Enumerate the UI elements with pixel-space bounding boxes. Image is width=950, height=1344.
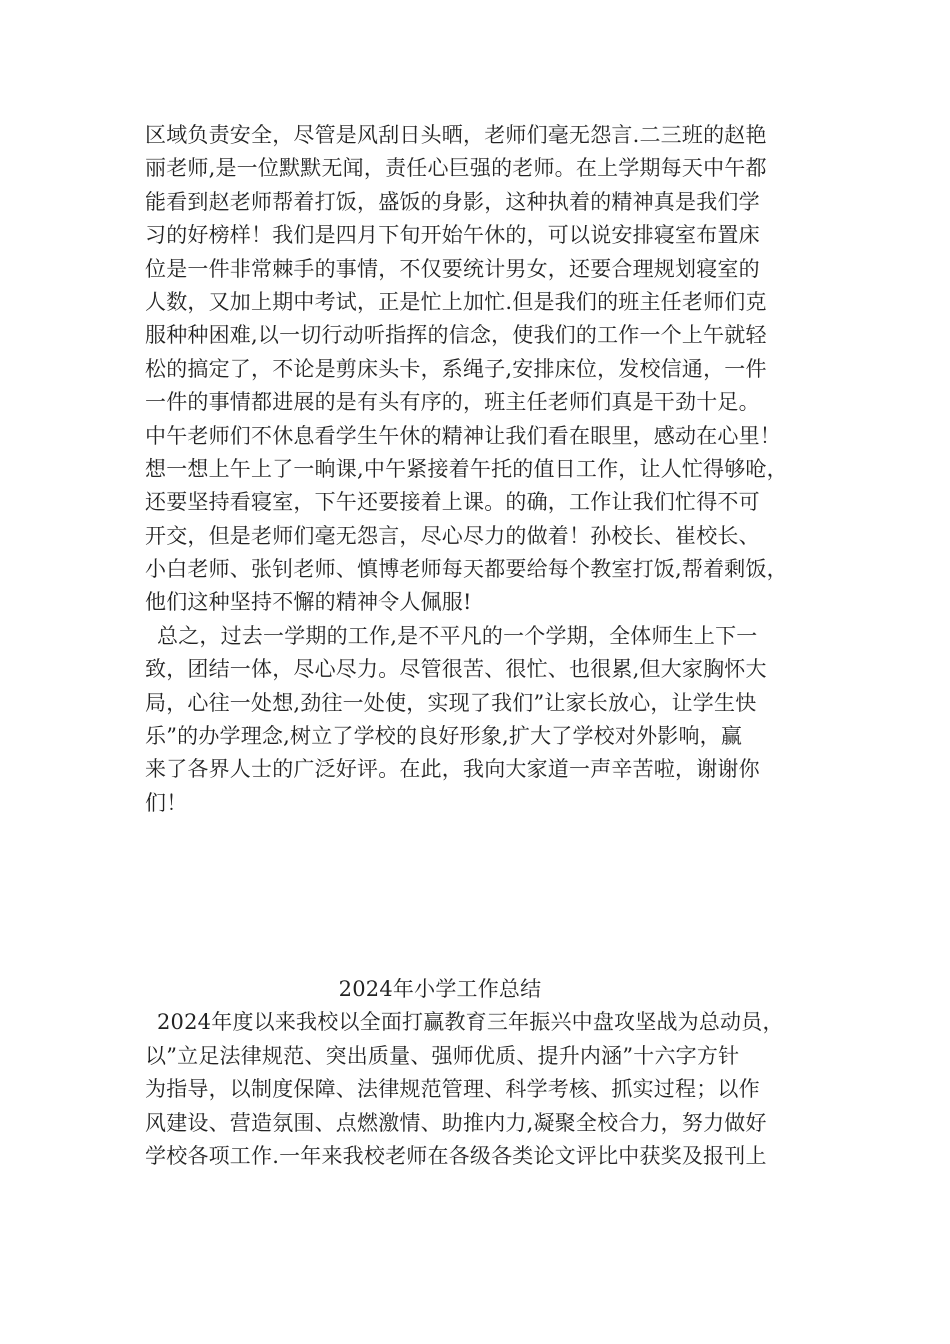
paragraph-line: 能看到赵老师帮着打饭，盛饭的身影，这种执着的精神真是我们学 — [145, 189, 760, 214]
paragraph-line: 风建设、营造氛围、点燃激情、助推内力,凝聚全校合力，努力做好 — [145, 1110, 767, 1135]
paragraph-line: 丽老师,是一位默默无闻，责任心巨强的老师。在上学期每天中午都 — [145, 156, 767, 181]
body-text-lower — [145, 973, 835, 1173]
paragraph-line: 为指导，以制度保障、法律规范管理、科学考核、抓实过程；以作 — [145, 1077, 760, 1102]
paragraph-line: 一件的事情都进展的是有头有序的，班主任老师们真是干劲十足。 — [145, 390, 760, 415]
paragraph-line: 们！ — [145, 790, 188, 815]
paragraph-line: 人数，又加上期中考试，正是忙上加忙.但是我们的班主任老师们克 — [145, 289, 767, 314]
paragraph-line: 乐”的办学理念,树立了学校的良好形象,扩大了学校对外影响，赢 — [145, 724, 743, 749]
paragraph-line: 2024年度以来我校以全面打赢教育三年振兴中盘攻坚战为总动员， — [157, 1010, 784, 1035]
paragraph-line: 以”立足法律规范、突出质量、强师优质、提升内涵”十六字方针 — [145, 1043, 740, 1068]
paragraph-line: 服种种困难,以一切行动听指挥的信念，使我们的工作一个上午就轻 — [145, 323, 767, 348]
paragraph-line: 习的好榜样！我们是四月下旬开始午休的，可以说安排寝室布置床 — [145, 223, 760, 248]
paragraph-line: 开交，但是老师们毫无怨言，尽心尽力的做着！孙校长、崔校长、 — [145, 523, 760, 548]
body-text-upper — [145, 119, 835, 820]
paragraph-line: 总之，过去一学期的工作,是不平凡的一个学期，全体师生上下一 — [157, 623, 758, 648]
paragraph-line: 区域负责安全，尽管是风刮日头晒，老师们毫无怨言.二三班的赵艳 — [145, 123, 767, 147]
paragraph-line: 局，心往一处想,劲往一处使，实现了我们”让家长放心，让学生快 — [145, 690, 757, 715]
paragraph-line: 他们这种坚持不懈的精神令人佩服! — [145, 590, 472, 615]
paragraph-line: 想一想上午上了一晌课,中午紧接着午托的值日工作，让人忙得够呛， — [145, 456, 788, 481]
paragraph-line: 致，团结一体，尽心尽力。尽管很苦、很忙、也很累,但大家胸怀大 — [145, 657, 767, 682]
paragraph-line: 还要坚持看寝室，下午还要接着上课。的确，工作让我们忙得不可 — [145, 490, 760, 515]
paragraph-line: 来了各界人士的广泛好评。在此，我向大家道一声辛苦啦，谢谢你 — [145, 757, 760, 782]
paragraph-line: 松的搞定了，不论是剪床头卡，系绳子,安排床位，发校信通，一件 — [145, 356, 767, 381]
paragraph-line: 中午老师们不休息看学生午休的精神让我们看在眼里，感动在心里！ — [145, 423, 781, 448]
paragraph-line: 位是一件非常棘手的事情，不仅要统计男女，还要合理规划寝室的 — [145, 256, 760, 281]
document-title: 2024年小学工作总结 — [338, 977, 542, 1001]
paragraph-line: 学校各项工作.一年来我校老师在各级各类论文评比中获奖及报刊上 — [145, 1143, 767, 1168]
paragraph-line: 小白老师、张钊老师、慎博老师每天都要给每个教室打饭,帮着剩饭， — [145, 557, 788, 582]
